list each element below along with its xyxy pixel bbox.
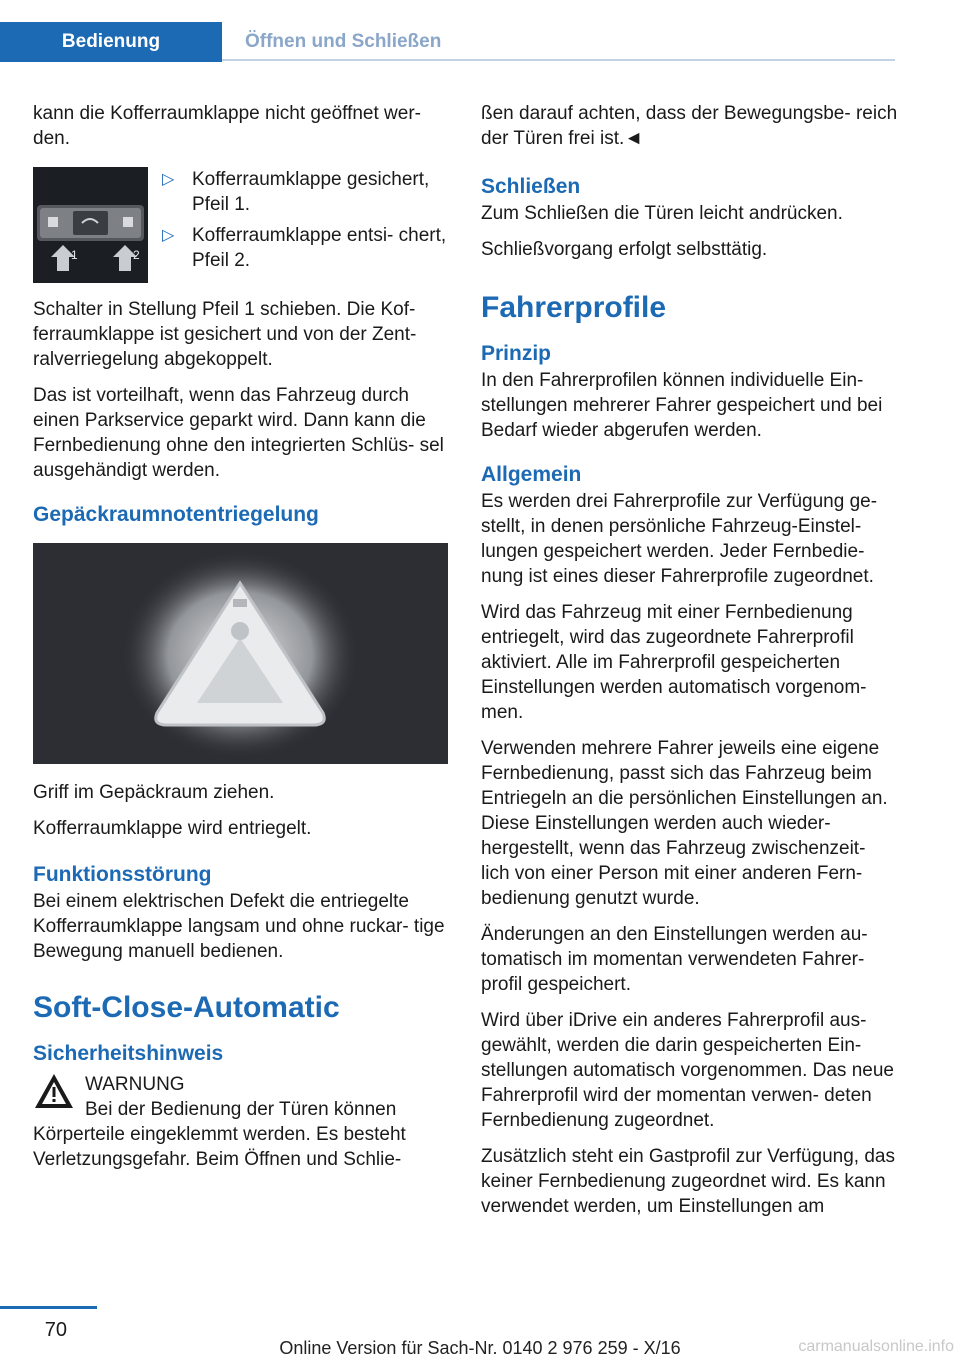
general-paragraph-6: Zusätzlich steht ein Gastprofil zur Verfügung, das keiner Fernbedienung zugeordnet wird. Es kann verwendet werden, um Einstellungen am — [481, 1146, 895, 1217]
trunk-lock-switch-image — [33, 167, 148, 283]
trunk-lock-figure-row — [33, 167, 448, 283]
close-paragraph-2: Schließvorgang erfolgt selbsttätig. — [481, 239, 768, 260]
page-number-block — [0, 1306, 97, 1342]
unlocked-paragraph: Kofferraumklappe wird entriegelt. — [33, 818, 312, 839]
switch-illustration — [33, 167, 148, 283]
online-version-footer: Online Version für Sach-Nr. 0140 2 976 259 - X/16 — [279, 1338, 681, 1358]
principle-paragraph: In den Fahrerprofilen können individuelle Ein- stellungen mehrerer Fahrer gespeichert und bei Bedarf wieder abgerufen werden. — [481, 370, 883, 441]
section-tab: Öffnen und Schließen — [245, 31, 442, 52]
watermark: carmanualsonline.info — [798, 1338, 954, 1355]
bullet-list — [162, 167, 448, 283]
heading-soft-close: Soft-Close-Automatic — [33, 991, 340, 1024]
right-column — [481, 101, 899, 1230]
chapter-tab: Bedienung — [0, 22, 222, 62]
list-item: ▷ Kofferraumklappe entsi- chert, Pfeil 2. — [162, 225, 447, 271]
general-paragraph-4: Änderungen an den Einstellungen werden au- tomatisch im momentan verwendeten Fahrer- profil gespeichert. — [481, 924, 868, 995]
heading-malfunction: Funktionsstörung — [33, 863, 212, 886]
triangle-bullet-icon: ▷ — [162, 171, 175, 188]
pull-paragraph: Griff im Gepäckraum ziehen. — [33, 782, 275, 803]
warning-label: WARNUNG — [85, 1074, 185, 1095]
list-item: ▷ Kofferraumklappe gesichert, Pfeil 1. — [162, 169, 430, 215]
heading-driver-profiles: Fahrerprofile — [481, 291, 667, 324]
page-header — [0, 22, 895, 62]
header-rule — [222, 59, 895, 61]
arrow-number-label: 2 — [133, 248, 140, 262]
warning-text: Bei der Bedienung der Türen können — [85, 1099, 397, 1120]
handle-illustration — [33, 543, 448, 764]
general-paragraph-5: Wird über iDrive ein anderes Fahrerprofil aus- gewählt, werden die darin gespeicherten Ein- stellungen automatisch vorgenommen. Das neue Fahrerprofil wird der momentan verwen- deten Fernbedienung zugeordnet. — [481, 1010, 894, 1131]
warning-text-continued: Körperteile eingeklemmt werden. Es besteht Verletzungsgefahr. Beim Öffnen und Schlie- — [33, 1124, 406, 1170]
emergency-handle-image — [33, 543, 448, 764]
close-paragraph-1: Zum Schließen die Türen leicht andrücken. — [481, 203, 843, 224]
switch-paragraph: Schalter in Stellung Pfeil 1 schieben. Die Kof- ferraumklappe ist gesichert und von der Zent- ralverriegelung abgekoppelt. — [33, 299, 417, 370]
heading-general: Allgemein — [481, 463, 582, 486]
advantage-paragraph: Das ist vorteilhaft, wenn das Fahrzeug durch einen Parkservice geparkt wird. Dann kann die Fernbedienung ohne den integrierten Schlüs- sel ausgehändigt werden. — [33, 385, 444, 481]
heading-principle: Prinzip — [481, 342, 552, 365]
page-number-rule — [0, 1306, 97, 1309]
malfunction-paragraph: Bei einem elektrischen Defekt die entriegelte Kofferraumklappe langsam und ohne ruckar- tige Bewegung manuell bedienen. — [33, 891, 445, 962]
triangle-bullet-icon: ▷ — [162, 227, 175, 244]
general-paragraph-3: Verwenden mehrere Fahrer jeweils eine eigene Fernbedienung, passt sich das Fahrzeug beim Entriegeln an die persönlichen Einstellungen an. Diese Einstellungen werden auch wieder- hergestellt, wenn das Fahrzeug zwischenzeit- lich von einer Person mit einer anderen Fern- bedienung genutzt wurde. — [481, 738, 888, 909]
continued-paragraph: ßen darauf achten, dass der Bewegungsbe- reich der Türen frei ist.◄ — [481, 103, 898, 149]
heading-close: Schließen — [481, 175, 581, 198]
intro-paragraph: kann die Kofferraumklappe nicht geöffnet wer- den. — [33, 103, 421, 149]
warning-block — [33, 1072, 448, 1122]
warning-icon — [33, 1072, 75, 1122]
heading-emergency-release: Gepäckraumnotentriegelung — [33, 503, 319, 526]
general-paragraph-1: Es werden drei Fahrerprofile zur Verfügung ge- stellt, in denen persönliche Fahrzeug-Einstel- lungen gespeichert werden. Jeder Fernbedie- nung ist eines dieser Fahrerprofile zugeordnet. — [481, 491, 878, 587]
arrow-number-label: 1 — [71, 248, 78, 262]
general-paragraph-2: Wird das Fahrzeug mit einer Fernbedienung entriegelt, wird das zugeordnete Fahrerprofil aktiviert. Alle im Fahrerprofil gespeicherten Einstellungen werden automatisch vorgenom- men. — [481, 602, 867, 723]
heading-safety-note: Sicherheitshinweis — [33, 1042, 224, 1065]
left-column — [33, 101, 448, 1183]
page-number: 70 — [44, 1319, 67, 1341]
